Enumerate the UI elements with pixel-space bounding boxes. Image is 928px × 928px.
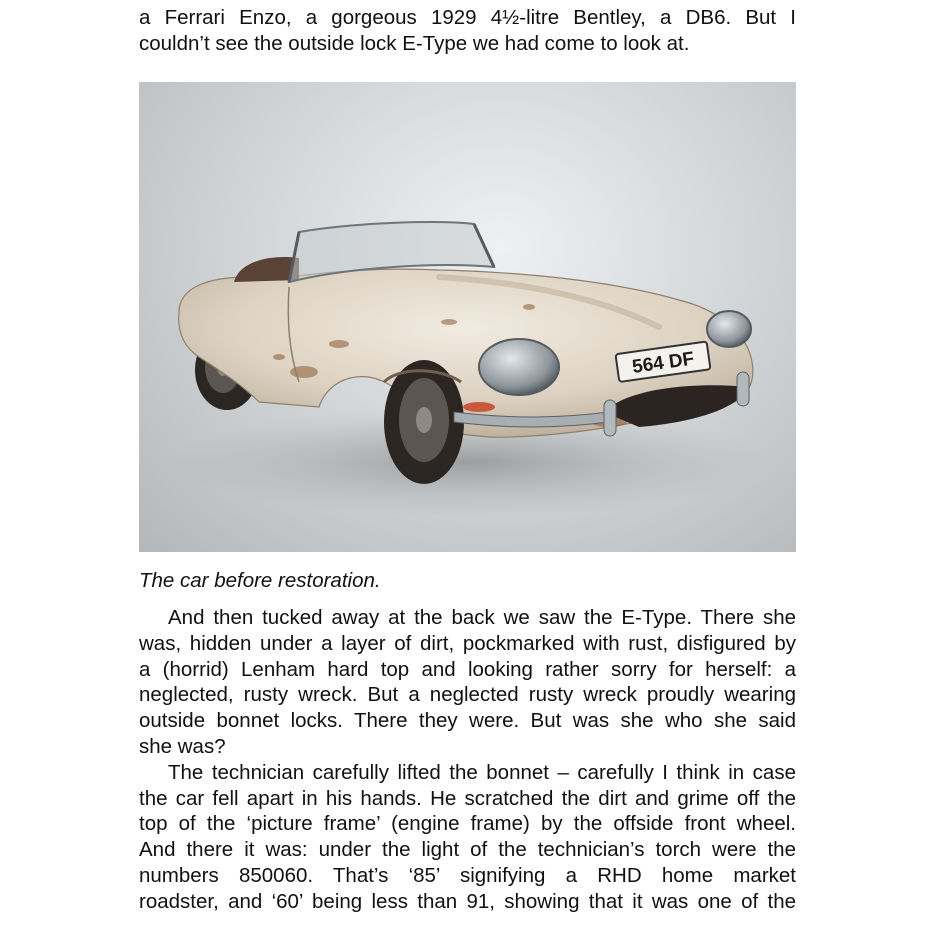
- text-line: neglected, rusty wreck. But a neglected rusty wreck proudly wearing: [139, 683, 796, 707]
- bumper-overrider-left: [604, 400, 616, 436]
- plate-text: 564 DF: [630, 348, 696, 378]
- text-line: And there it was: under the light of the technician’s torch were the: [139, 838, 796, 862]
- text-line: The technician carefully lifted the bonnet – carefully I think in case: [168, 760, 796, 784]
- text-line: she was?: [139, 734, 226, 758]
- indicator-light: [463, 402, 495, 412]
- figure-caption: The car before restoration.: [139, 569, 381, 592]
- text-line: the car fell apart in his hands. He scratched the dirt and grime off the: [139, 786, 796, 810]
- text-line: a (horrid) Lenham hard top and looking rather sorry for herself: a: [139, 657, 796, 681]
- car-illustration: [139, 82, 796, 552]
- text-line: outside bonnet locks. There they were. But was she who she said: [139, 709, 796, 733]
- text-line: a Ferrari Enzo, a gorgeous 1929 4½-litre Bentley, a DB6. But I: [139, 6, 796, 29]
- car-photo: [139, 82, 796, 552]
- body-text: [139, 605, 796, 915]
- text-line: And then tucked away at the back we saw the E-Type. There she: [168, 606, 796, 629]
- text-line: top of the ‘picture frame’ (engine frame) by the offside front wheel.: [139, 812, 796, 836]
- intro-paragraph-continuation: [139, 5, 796, 57]
- headlamp-right: [707, 311, 751, 347]
- text-line: roadster, and ‘60’ being less than 91, showing that it was one of the: [139, 889, 796, 913]
- text-line: couldn’t see the outside lock E-Type we had come to look at.: [139, 31, 690, 55]
- text-line: numbers 850060. That’s ‘85’ signifying a RHD home market: [139, 863, 796, 887]
- headlamp-left: [479, 339, 559, 395]
- text-line: was, hidden under a layer of dirt, pockmarked with rust, disfigured by: [139, 631, 796, 655]
- bumper-overrider-right: [737, 372, 749, 406]
